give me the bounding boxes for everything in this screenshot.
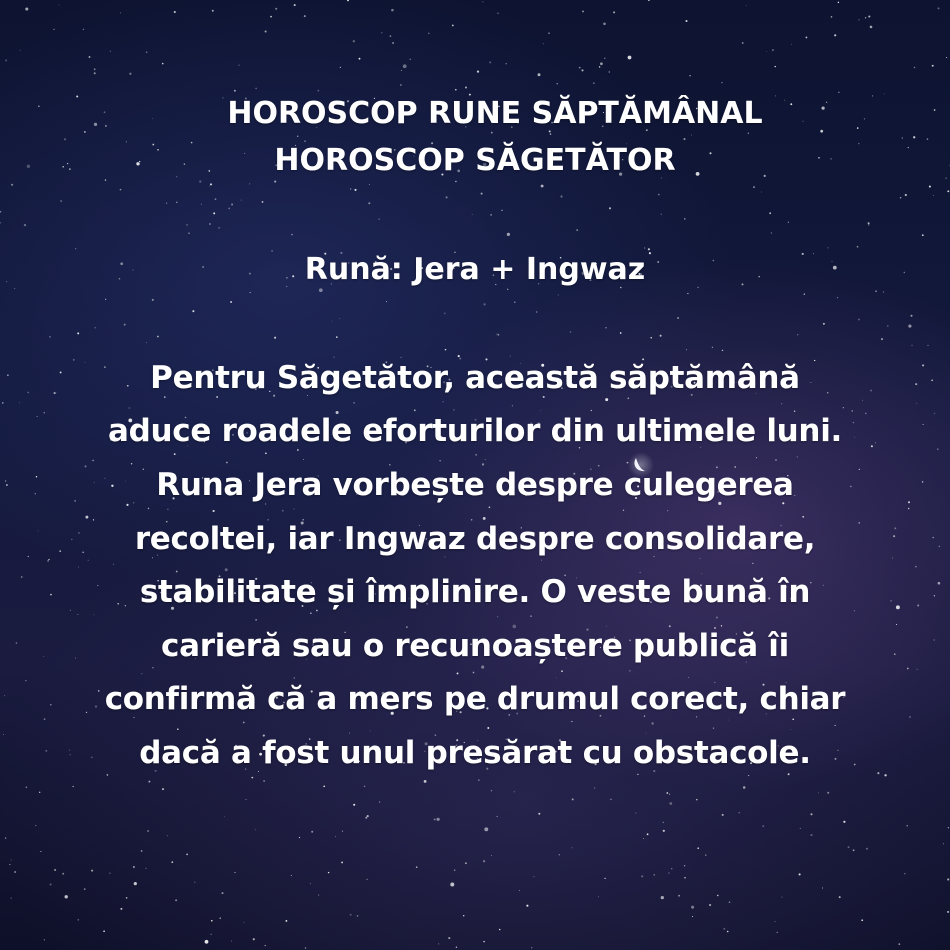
title-line-1: HOROSCOP RUNE SĂPTĂMÂNAL <box>227 96 763 131</box>
body-line-3: Runa Jera vorbește despre culegerea <box>156 467 794 503</box>
body-line-5: stabilitate și împlinire. O veste bună în <box>139 574 811 610</box>
body-line-8: dacă a fost unul presărat cu obstacole. <box>139 735 811 771</box>
body-line-6: carieră sau o recunoaștere publică îi <box>161 628 789 664</box>
body-line-7: confirmă că a mers pe drumul corect, chiar <box>104 681 846 717</box>
body-line-2: aduce roadele eforturilor din ultimele luni. <box>108 413 842 449</box>
body-line-4: recoltei, iar Ingwaz despre consolidare, <box>134 521 816 557</box>
title-line-2: HOROSCOP SĂGETĂTOR <box>274 143 676 178</box>
body-line-1: Pentru Săgetător, această săptămână <box>150 360 800 396</box>
rune-line: Rună: Jera + Ingwaz <box>304 252 646 287</box>
